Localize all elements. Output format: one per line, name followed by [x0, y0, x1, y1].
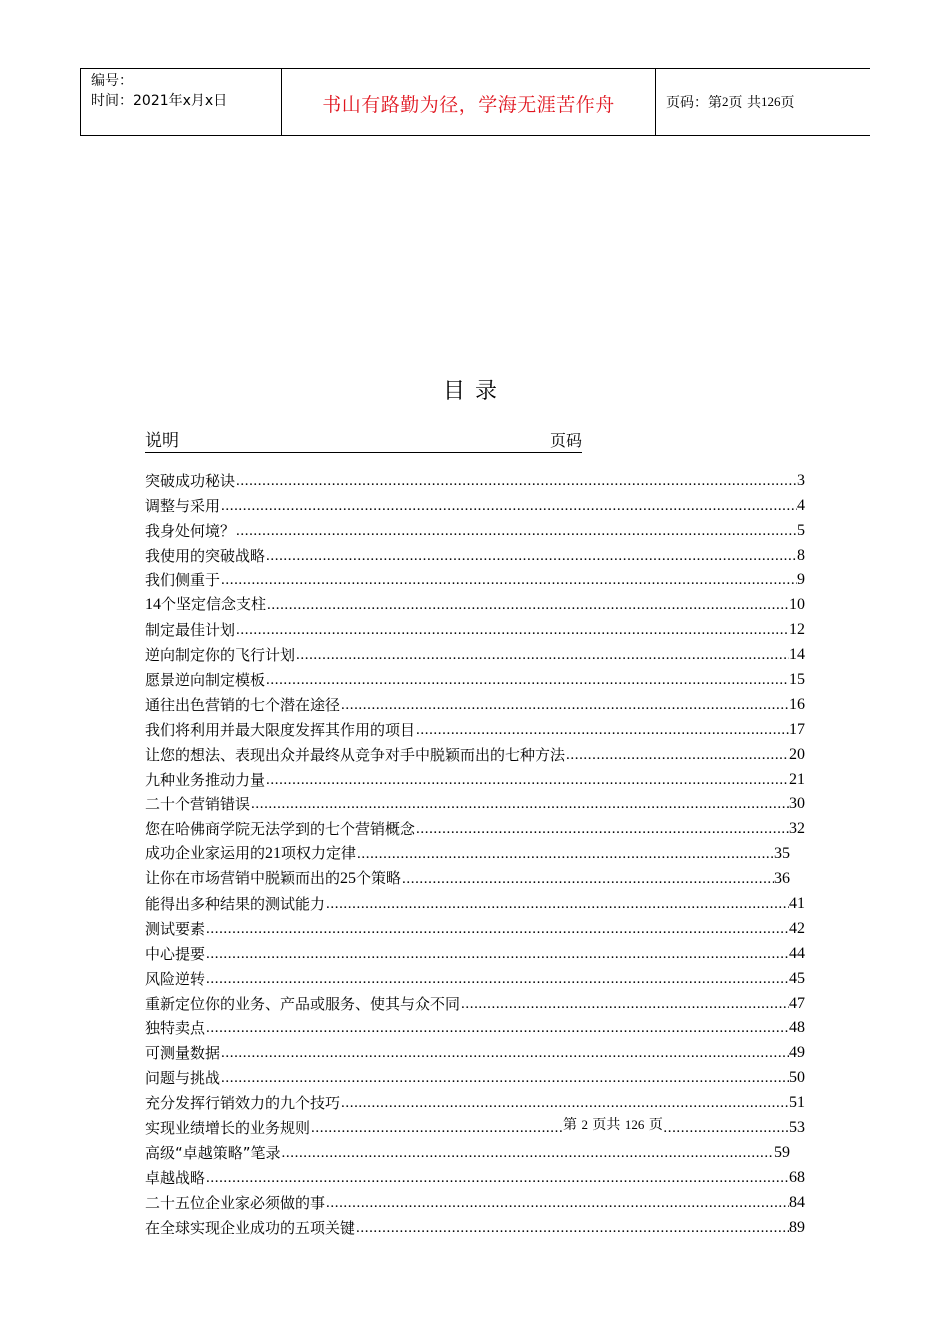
footer-prefix: 第 [563, 1117, 577, 1133]
toc-entry-text: 问题与挑战 [145, 1069, 221, 1088]
page-current: 2 [722, 94, 729, 109]
toc-entry[interactable] [145, 790, 805, 815]
toc-entry[interactable] [145, 1014, 805, 1039]
toc-entry-number: 14 [145, 596, 161, 614]
header-page-info [656, 69, 870, 135]
toc-entry[interactable] [145, 640, 805, 665]
time-label: 时间：2021年x月x日 [91, 93, 228, 109]
toc-leader-dots [235, 620, 789, 640]
footer-current: 2 [581, 1117, 588, 1132]
toc-entry-text: 调整与采用 [145, 496, 221, 515]
toc-entry-text: 测试要素 [145, 919, 206, 938]
toc-entry-title [145, 770, 265, 790]
toc-leader-dots [220, 570, 797, 590]
toc-entry-page: 48 [789, 1019, 805, 1037]
toc-leader-dots [265, 546, 797, 566]
toc-entry[interactable] [145, 889, 805, 914]
toc-entry[interactable] [145, 566, 805, 591]
toc-entry-title [145, 794, 250, 814]
toc-entry-text: 二十五位企业家必须做的事 [145, 1193, 326, 1212]
toc-entry-page: 44 [789, 944, 805, 962]
toc-leader-dots [355, 1218, 789, 1238]
toc-leader-dots [565, 745, 789, 765]
toc-entry-text: 高级“卓越策略”笔录 [145, 1143, 281, 1162]
toc-entry[interactable] [145, 740, 805, 765]
toc-entry-text: 通往出色营销的七个潜在途径 [145, 695, 341, 714]
toc-entry-title [145, 496, 220, 516]
toc-entry-text: 充分发挥行销效力的九个技巧 [145, 1094, 341, 1113]
toc-entry[interactable] [145, 516, 805, 541]
page-prefix: 页码：第 [666, 95, 722, 111]
toc-entry-text: 九种业务推动力量 [145, 770, 266, 789]
toc-leader-dots [205, 1168, 789, 1188]
toc-entry-text: 在全球实现企业成功的五项关键 [145, 1218, 356, 1237]
toc-entry-page: 47 [789, 994, 805, 1012]
toc-entry-page: 20 [789, 745, 805, 763]
toc-entry-title [145, 720, 415, 740]
toc-entry-title [145, 745, 565, 765]
toc-leader-dots [340, 1093, 789, 1113]
toc-leader-dots [235, 471, 797, 491]
toc-entry[interactable] [145, 814, 805, 839]
toc-entry-text: 让您的想法、表现出众并最终从竞争对手中脱颖而出的七种方法 [145, 745, 566, 764]
toc-entry-text-rest: 项权力定律 [281, 844, 357, 863]
toc-entry[interactable] [145, 1113, 805, 1138]
page-mid: 页 共 [728, 95, 761, 111]
toc-entry-page: 68 [789, 1168, 805, 1186]
toc-entry[interactable] [145, 690, 805, 715]
toc-entry-text: 制定最佳计划 [145, 621, 236, 640]
toc-entry-page: 16 [789, 695, 805, 713]
toc-entry-text-rest: 个策略 [356, 869, 402, 888]
toc-entry-number: 25 [340, 870, 357, 888]
toc-entry-title [145, 471, 235, 491]
toc-entry[interactable] [145, 765, 805, 790]
toc-entry[interactable] [145, 964, 805, 989]
toc-entry-page: 5 [797, 521, 805, 539]
toc-entry-page: 30 [789, 795, 805, 813]
toc-entry-title [145, 919, 205, 939]
toc-leader-dots [205, 944, 789, 964]
toc-leader-dots [340, 695, 789, 715]
toc-leader-dots [266, 595, 789, 615]
toc-entry-title [145, 1093, 340, 1113]
toc-entry-title [145, 570, 220, 590]
toc-leader-dots [205, 919, 789, 939]
toc-leader-dots [220, 1068, 789, 1088]
toc-entry-page: 15 [789, 671, 805, 689]
toc-entry-page: 53 [789, 1119, 805, 1137]
toc-leader-dots [356, 844, 774, 864]
toc-leader-dots [401, 869, 774, 889]
toc-entry[interactable] [145, 615, 805, 640]
toc-leader-dots [295, 645, 789, 665]
toc-leader-dots [310, 1118, 789, 1138]
toc-entry-text: 我们将利用并最大限度发挥其作用的项目 [145, 720, 416, 739]
toc-entry[interactable] [145, 864, 790, 889]
toc-entry-title [145, 994, 460, 1014]
toc-entry-title [145, 670, 265, 690]
toc-entry[interactable] [145, 491, 805, 516]
motto-text: 书山有路勤为径，学海无涯苦作舟 [322, 93, 615, 116]
toc-entry-text: 愿景逆向制定模板 [145, 671, 266, 690]
toc-entry-title [145, 894, 325, 914]
toc-entry-page: 50 [789, 1069, 805, 1087]
toc-entry-title [145, 868, 401, 889]
toc-entry-page: 9 [797, 571, 805, 589]
toc-entry-title [145, 620, 235, 640]
toc-entry-title [145, 695, 340, 715]
toc-entry-page: 8 [797, 546, 805, 564]
toc-entry-text: 中心提要 [145, 944, 206, 963]
toc-entry-page: 36 [774, 870, 790, 888]
toc-leader-dots [235, 521, 797, 541]
toc-entry-page: 84 [789, 1193, 805, 1211]
toc-entry[interactable] [145, 1188, 805, 1213]
number-label: 编号： [91, 73, 133, 89]
footer-suffix: 页 [648, 1117, 663, 1133]
toc-leader-dots [220, 1043, 789, 1063]
toc-entry-title [145, 1068, 220, 1088]
toc-entry-page: 10 [789, 596, 805, 614]
footer-mid: 页共 [592, 1117, 621, 1133]
toc-entry-text: 您在哈佛商学院无法学到的七个营销概念 [145, 820, 416, 839]
toc-column-header [145, 430, 582, 453]
page-total: 126 [760, 94, 781, 109]
toc-entry-page: 32 [789, 820, 805, 838]
toc-entry-page: 89 [789, 1218, 805, 1236]
toc-entry-text: 卓越战略 [145, 1168, 206, 1187]
toc-entry-title [145, 969, 205, 989]
toc-leader-dots [460, 994, 789, 1014]
toc-entry-page: 45 [789, 969, 805, 987]
toc-entry-title [145, 1168, 205, 1188]
toc-title: 目录 [442, 379, 507, 404]
toc-entry-title [145, 594, 266, 615]
toc-leader-dots [415, 819, 789, 839]
toc-entry-page: 21 [789, 770, 805, 788]
toc-entry-title [145, 1218, 355, 1238]
toc-entry-page: 3 [797, 471, 805, 489]
toc-entry-text: 重新定位你的业务、产品或服务、使其与众不同 [145, 994, 461, 1013]
toc-leader-dots [205, 969, 789, 989]
toc-leader-dots [265, 770, 789, 790]
toc-entry[interactable] [145, 1088, 805, 1113]
footer-total: 126 [624, 1117, 645, 1132]
toc-leader-dots [281, 1143, 774, 1163]
toc-list [145, 466, 805, 1238]
page-suffix: 页 [780, 95, 795, 111]
toc-entry-text: 逆向制定你的飞行计划 [145, 646, 296, 665]
toc-column-label: 说明 [145, 431, 179, 451]
toc-entry-text: 让你在市场营销中脱颖而出的 [145, 869, 341, 888]
toc-entry-title [145, 1143, 281, 1163]
toc-entry-text: 成功企业家运用的 [145, 844, 266, 863]
toc-entry[interactable] [145, 665, 805, 690]
toc-entry-text: 我身处何境？ [145, 521, 236, 540]
toc-entry-text: 我们侧重于 [145, 571, 221, 590]
toc-entry[interactable] [145, 914, 805, 939]
toc-entry-title [145, 1193, 325, 1213]
toc-entry-page: 35 [774, 845, 790, 863]
toc-leader-dots [325, 894, 789, 914]
toc-entry[interactable] [145, 1163, 805, 1188]
header-motto [282, 69, 656, 135]
toc-entry-page: 51 [789, 1094, 805, 1112]
toc-entry[interactable] [145, 541, 805, 566]
toc-entry-page: 42 [789, 919, 805, 937]
toc-entry-text: 突破成功秘诀 [145, 471, 236, 490]
toc-entry-title [145, 1043, 220, 1063]
header-meta [81, 69, 282, 135]
toc-entry-title [145, 521, 235, 541]
toc-entry-title [145, 645, 295, 665]
toc-entry-page: 4 [797, 496, 805, 514]
toc-entry-text: 风险逆转 [145, 969, 206, 988]
toc-entry-text: 实现业绩增长的业务规则 [145, 1119, 311, 1138]
toc-entry-text: 独特卖点 [145, 1019, 206, 1038]
toc-leader-dots [415, 720, 789, 740]
page-footer [562, 1114, 664, 1134]
toc-entry[interactable] [145, 466, 805, 491]
toc-entry-text: 我使用的突破战略 [145, 546, 266, 565]
toc-entry-title [145, 1118, 310, 1138]
toc-entry-title [145, 843, 356, 864]
toc-leader-dots [265, 670, 789, 690]
toc-entry-page: 41 [789, 895, 805, 913]
toc-leader-dots [220, 496, 797, 516]
toc-entry-page: 12 [789, 621, 805, 639]
toc-entry-title [145, 944, 205, 964]
toc-leader-dots [325, 1193, 789, 1213]
toc-entry[interactable] [145, 939, 805, 964]
toc-entry[interactable] [145, 590, 805, 615]
toc-entry-title [145, 819, 415, 839]
toc-leader-dots [205, 1018, 789, 1038]
toc-entry[interactable] [145, 1138, 790, 1163]
toc-entry-page: 17 [789, 720, 805, 738]
toc-entry[interactable] [145, 1038, 805, 1063]
toc-entry-page: 49 [789, 1044, 805, 1062]
document-header [80, 68, 870, 136]
toc-entry[interactable] [145, 1213, 805, 1238]
toc-entry-page: 59 [774, 1143, 790, 1161]
toc-entry-text-rest: 个坚定信念支柱 [161, 595, 267, 614]
toc-entry-title [145, 1018, 205, 1038]
toc-entry-text: 二十个营销错误 [145, 795, 251, 814]
toc-entry-text: 能得出多种结果的测试能力 [145, 895, 326, 914]
toc-entry[interactable] [145, 1063, 805, 1088]
toc-entry-number: 21 [265, 845, 282, 863]
toc-entry[interactable] [145, 715, 805, 740]
toc-entry-title [145, 546, 265, 566]
toc-column-page: 页码 [549, 431, 582, 450]
toc-leader-dots [250, 794, 789, 814]
toc-entry[interactable] [145, 989, 805, 1014]
toc-entry[interactable] [145, 839, 790, 864]
toc-entry-text: 可测量数据 [145, 1044, 221, 1063]
toc-entry-page: 14 [789, 646, 805, 664]
